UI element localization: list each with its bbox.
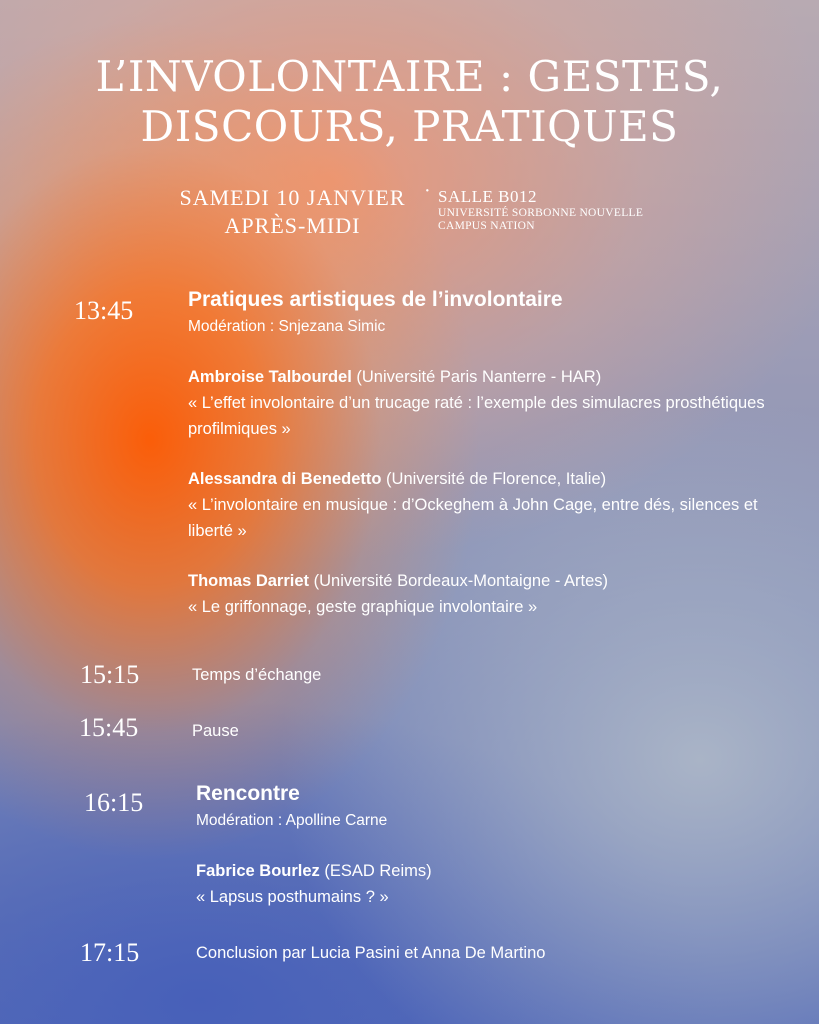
moderation: Modération : Snjezana Simic [188, 318, 386, 335]
session-artistic-practices [188, 286, 788, 620]
time-session-1: 13:45 [74, 296, 134, 325]
separator-dot: · [424, 180, 431, 202]
venue-university: UNIVERSITÉ SORBONNE NOUVELLE [438, 207, 644, 219]
speaker-affiliation: (Université de Florence, Italie) [381, 470, 607, 488]
session-meeting [196, 780, 776, 910]
venue-room: SALLE B012 [438, 187, 537, 206]
date-line-2: APRÈS-MIDI [224, 213, 361, 238]
talk-title: « L’effet involontaire d’un trucage raté : l’exemple des simulacres prosthétiques profilmiques » [188, 394, 765, 438]
talk-item [188, 568, 788, 620]
moderation: Modération : Apolline Carne [196, 812, 388, 829]
time-exchange: 15:15 [80, 660, 140, 689]
speaker-name: Ambroise Talbourdel [188, 368, 352, 386]
venue-campus: CAMPUS NATION [438, 220, 535, 232]
exchange-label: Temps d’échange [192, 666, 322, 684]
title-line-2: DISCOURS, PRATIQUES [140, 102, 679, 151]
speaker-name: Thomas Darriet [188, 572, 310, 590]
talk-title: « Le griffonnage, geste graphique involontaire » [188, 598, 538, 616]
event-venue [438, 187, 643, 233]
speaker-affiliation: (ESAD Reims) [319, 862, 432, 880]
conclusion-label: Conclusion par Lucia Pasini et Anna De Martino [196, 944, 546, 962]
break-label: Pause [192, 722, 239, 740]
talk-title: « Lapsus posthumains ? » [196, 888, 389, 906]
session-title: Rencontre [196, 782, 300, 805]
event-date [150, 184, 435, 240]
talk-item [196, 858, 776, 910]
talk-item [188, 466, 788, 544]
speaker-name: Fabrice Bourlez [196, 862, 320, 880]
talk-item [188, 364, 788, 442]
session-title: Pratiques artistiques de l’involontaire [188, 288, 563, 311]
talk-title: « L’involontaire en musique : d’Ockeghem à John Cage, entre dés, silences et liberté » [188, 496, 758, 540]
event-title [0, 52, 819, 152]
speaker-name: Alessandra di Benedetto [188, 470, 382, 488]
time-meeting: 16:15 [84, 788, 144, 817]
date-line-1: SAMEDI 10 JANVIER [179, 185, 406, 210]
time-conclusion: 17:15 [80, 938, 140, 967]
title-line-1: L’INVOLONTAIRE : GESTES, [95, 52, 724, 101]
time-break: 15:45 [79, 713, 139, 742]
speaker-affiliation: (Université Bordeaux-Montaigne - Artes) [309, 572, 609, 590]
speaker-affiliation: (Université Paris Nanterre - HAR) [351, 368, 602, 386]
